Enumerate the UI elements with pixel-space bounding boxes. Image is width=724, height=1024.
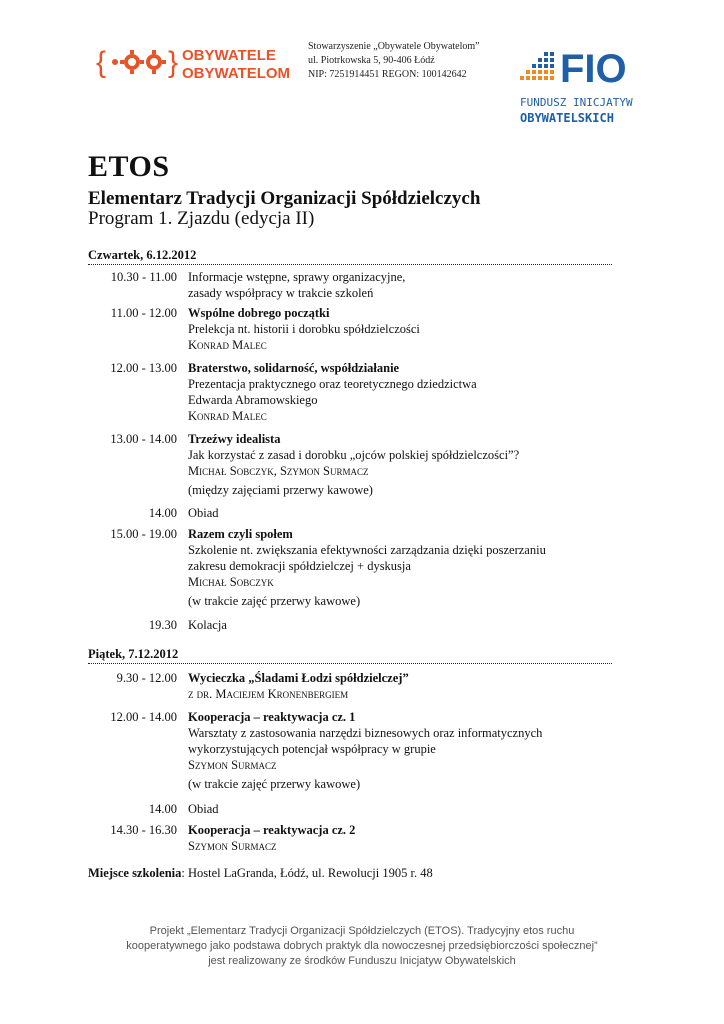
entry-line: Prelekcja nt. historii i dorobku spółdzielczości [188, 322, 420, 336]
entry-speaker: Michał Sobczyk, Szymon Surmacz [188, 464, 369, 478]
entry-title: Razem czyli społem [188, 527, 293, 541]
entry-line: Edwarda Abramowskiego [188, 393, 318, 407]
entry-time: 10.30 - 11.00 [110, 270, 177, 284]
entry-title: Kooperacja – reaktywacja cz. 2 [188, 823, 356, 837]
entry-time: 14.30 - 16.30 [110, 823, 177, 837]
entry-time: 19.30 [148, 618, 177, 632]
document-title: ETOS [88, 150, 170, 183]
entry-note: (w trakcie zajęć przerwy kawowe) [188, 777, 361, 791]
obywatele-obywatelom-logo [96, 42, 292, 82]
organization-address: ul. Piotrkowska 5, 90-406 Łódź [308, 55, 435, 66]
entry-time: 13.00 - 14.00 [110, 432, 177, 446]
project-footer [60, 924, 664, 969]
entry-speaker: Szymon Surmacz [188, 839, 277, 853]
svg-text:{: { [96, 46, 107, 79]
entry-time: 9.30 - 12.00 [116, 671, 177, 685]
location-label: Miejsce szkolenia [88, 866, 182, 880]
day-header-friday: Piątek, 7.12.2012 [88, 647, 612, 664]
entry-line: Prezentacja praktycznego oraz teoretycznego dziedzictwa [188, 377, 477, 391]
program-heading: Program 1. Zjazdu (edycja II) [88, 208, 315, 229]
entry-speaker: Michał Sobczyk [188, 575, 274, 589]
entry-time: 12.00 - 14.00 [110, 710, 177, 724]
document-subtitle: Elementarz Tradycji Organizacji Spółdzielczych [88, 188, 481, 209]
logo-text-line-1: OBYWATELE [182, 47, 276, 64]
entry-line: Obiad [188, 802, 219, 816]
entry-line: zasady współpracy w trakcie szkoleń [188, 286, 374, 300]
fio-subtitle-line-1: FUNDUSZ INICJATYW [520, 96, 633, 109]
entry-title: Trzeźwy idealista [188, 432, 281, 446]
entry-time: 14.00 [148, 506, 177, 520]
organization-ids: NIP: 7251914451 REGON: 100142642 [308, 69, 467, 80]
entry-speaker: z dr. Maciejem Kronenbergiem [188, 687, 349, 701]
entry-line: wykorzystujących potencjał współpracy w grupie [188, 742, 436, 756]
entry-line: zakresu demokracji spółdzielczej + dyskusja [188, 559, 411, 573]
organization-info [308, 40, 480, 82]
organization-name: Stowarzyszenie „Obywatele Obywatelom” [308, 41, 480, 52]
location-value: : Hostel LaGranda, Łódź, ul. Rewolucji 1905 r. 48 [181, 866, 433, 880]
fio-subtitle-line-2: OBYWATELSKICH [520, 111, 614, 125]
entry-title: Kooperacja – reaktywacja cz. 1 [188, 710, 356, 724]
entry-time: 11.00 - 12.00 [110, 306, 177, 320]
entry-title: Wycieczka „Śladami Łodzi spółdzielczej” [188, 671, 409, 685]
entry-note: (w trakcie zajęć przerwy kawowe) [188, 594, 361, 608]
dot-grid-icon [520, 52, 554, 80]
logo-text-line-2: OBYWATELOM [182, 65, 291, 82]
entry-line: Szkolenie nt. zwiększania efektywności zarządzania dzięki poszerzaniu [188, 543, 546, 557]
entry-line: Warsztaty z zastosowania narzędzi biznesowych oraz informatycznych [188, 726, 543, 740]
svg-text:}: } [168, 46, 179, 79]
training-location [88, 866, 433, 881]
entry-time: 12.00 - 13.00 [110, 361, 177, 375]
entry-time: 14.00 [148, 802, 177, 816]
entry-line: Kolacja [188, 618, 227, 632]
footer-line: kooperatywnego jako podstawa dobrych praktyk dla nowoczesnej przedsiębiorczości społecznej” [126, 940, 598, 952]
entry-line: Informacje wstępne, sprawy organizacyjne, [188, 270, 406, 284]
fio-text: FIO [560, 47, 627, 91]
entry-speaker: Konrad Malec [188, 409, 267, 423]
day-header-thursday: Czwartek, 6.12.2012 [88, 248, 612, 265]
entry-time: 15.00 - 19.00 [110, 527, 177, 541]
entry-title: Braterstwo, solidarność, współdziałanie [188, 361, 400, 375]
entry-speaker: Konrad Malec [188, 338, 267, 352]
footer-line: jest realizowany ze środków Funduszu Inicjatyw Obywatelskich [208, 955, 516, 967]
fio-logo [518, 46, 670, 130]
entry-speaker: Szymon Surmacz [188, 758, 277, 772]
entry-title: Wspólne dobrego początki [188, 306, 330, 320]
entry-line: Jak korzystać z zasad i dorobku „ojców polskiej spółdzielczości”? [188, 448, 520, 462]
footer-line: Projekt „Elementarz Tradycji Organizacji Spółdzielczych (ETOS). Tradycyjny etos ruchu [149, 925, 575, 937]
entry-note: (między zajęciami przerwy kawowe) [188, 483, 373, 497]
entry-line: Obiad [188, 506, 219, 520]
